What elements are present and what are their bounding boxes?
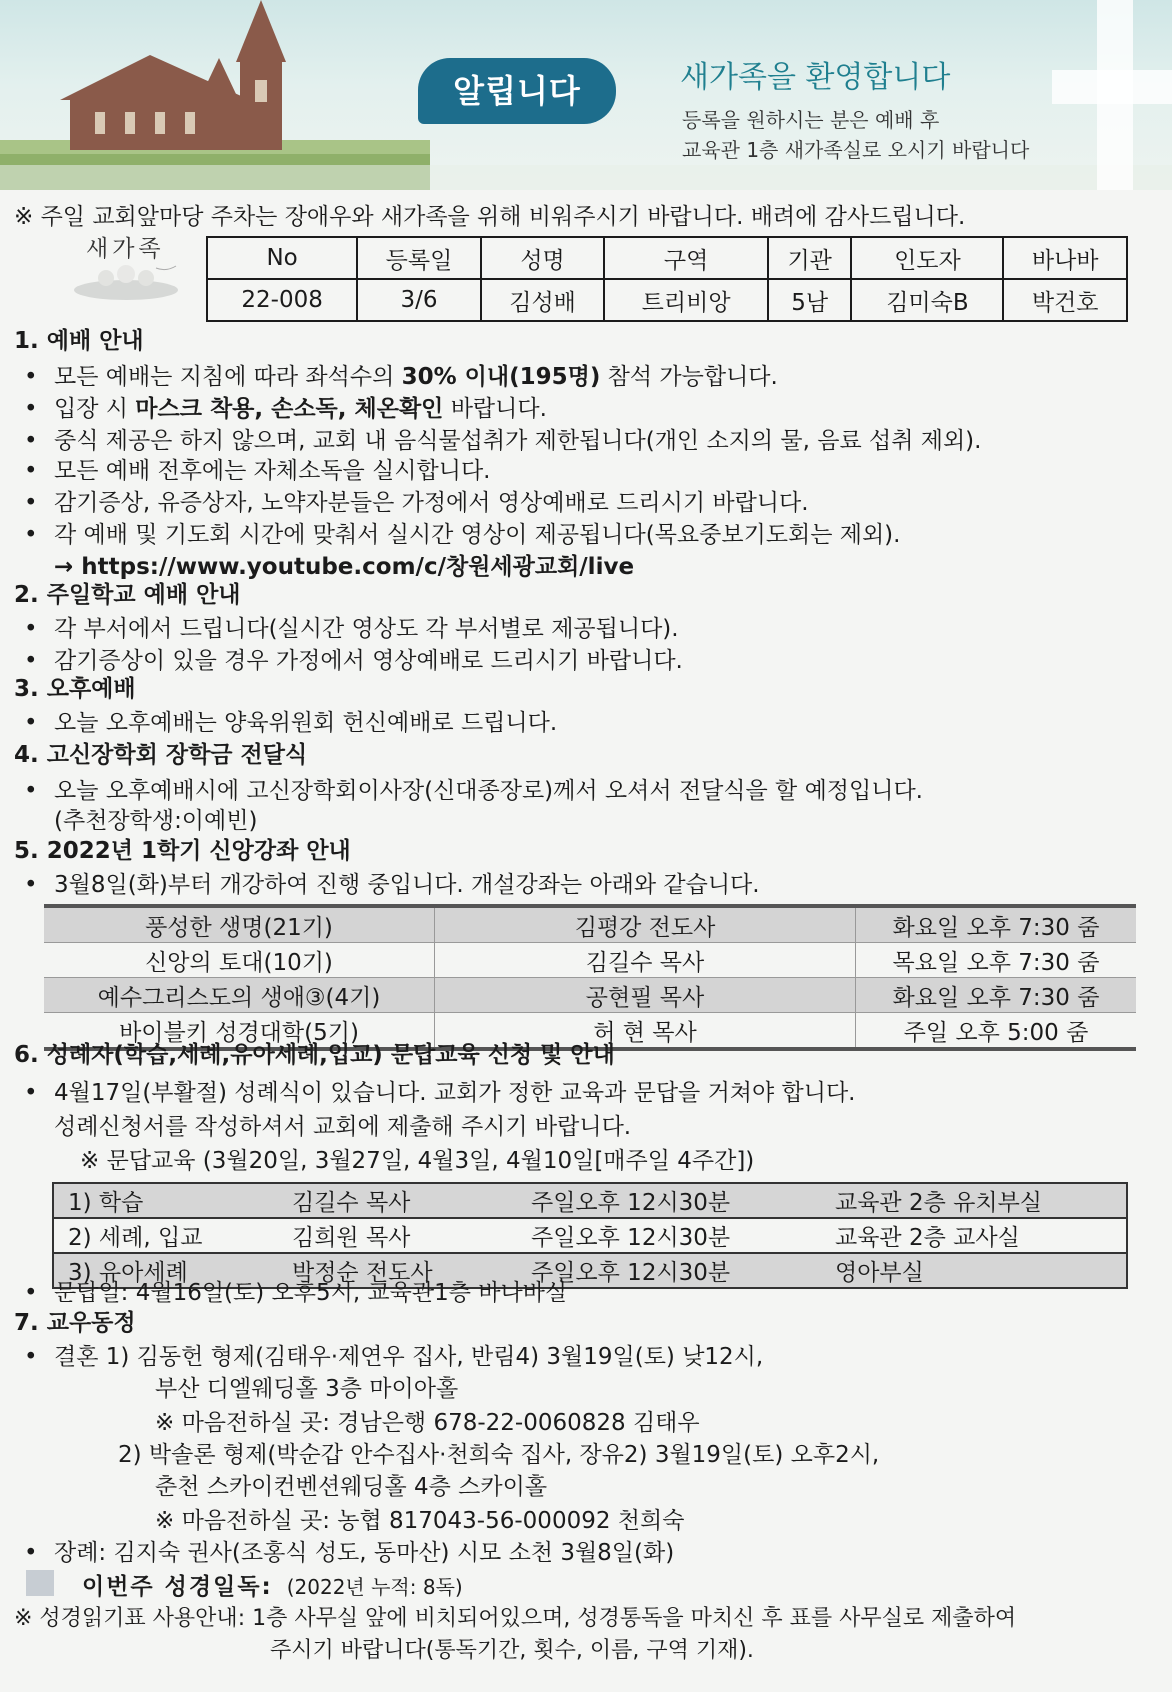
parking-notice: ※ 주일 교회앞마당 주차는 장애우와 새가족을 위해 비워주시기 바랍니다. 배려에 감사드립니다. (14, 204, 966, 230)
lecture-teacher: 김길수 목사 (435, 943, 856, 978)
table-row (44, 978, 1136, 1013)
welcome-title: 새가족을 환영합니다 (680, 60, 951, 95)
list-item: • 각 예배 및 기도회 시간에 맞춰서 실시간 영상이 제공됩니다(목요중보기도회는 제외). (24, 522, 901, 548)
list-item: • 입장 시 마스크 착용, 손소독, 체온확인 바랍니다. (24, 396, 547, 422)
sacrament-place: 영아부실 (821, 1253, 1127, 1288)
table-header: 성명 (481, 237, 605, 279)
section-heading: 7. 교우동정 (14, 1310, 136, 1336)
welcome-text: 교육관 1층 새가족실로 오시기 바랍니다 (682, 138, 1030, 162)
sacrament-time: 주일오후 12시30분 (517, 1253, 821, 1288)
section-heading: 4. 고신장학회 장학금 전달식 (14, 742, 308, 768)
list-item: • 감기증상이 있을 경우 가정에서 영상예배로 드리시기 바랍니다. (24, 648, 683, 674)
new-family-label: 새가족 (86, 236, 165, 262)
education-note: ※ 문답교육 (3월20일, 3월27일, 4월3일, 4월10일[매주일 4주간]) (80, 1148, 755, 1174)
wedding-place: 부산 디엘웨딩홀 3층 마이아홀 (155, 1376, 459, 1402)
list-item: • 모든 예배는 지침에 따라 좌석수의 30% 이내(195명) 참석 가능합니다. (24, 364, 778, 390)
table-row (53, 1218, 1127, 1253)
section-heading: 2. 주일학교 예배 안내 (14, 582, 241, 608)
table-header: 인도자 (851, 237, 1003, 279)
lecture-title: 바이블키 성경대학(5기) (44, 1013, 435, 1050)
table-header: 기관 (768, 237, 852, 279)
table-cell: 박건호 (1003, 279, 1127, 321)
sacrament-teacher: 김길수 목사 (278, 1183, 517, 1218)
flower-basket-icon (66, 262, 186, 302)
welcome-text: 등록을 원하시는 분은 예배 후 (682, 108, 940, 132)
section-heading: 6. 성례자(학습,세례,유아세례,입교) 문답교육 신청 및 안내 (14, 1042, 615, 1068)
sacrament-time: 주일오후 12시30분 (517, 1218, 821, 1253)
list-item: • 4월17일(부활절) 성례식이 있습니다. 교회가 정한 교육과 문답을 거쳐야 합니다. (24, 1080, 856, 1106)
sacrament-place: 교육관 2층 유치부실 (821, 1183, 1127, 1218)
header-banner (0, 0, 1172, 190)
list-item-continuation: (추천장학생:이예빈) (54, 808, 258, 834)
lecture-title: 예수그리스도의 생애③(4기) (44, 978, 435, 1013)
table-header: 구역 (604, 237, 768, 279)
youtube-link[interactable]: → https://www.youtube.com/c/창원세광교회/live (54, 554, 635, 580)
list-item-continuation: 2) 박솔론 형제(박순갑 안수집사·천희숙 집사, 장유2) 3월19일(토) 오후2시, (118, 1442, 880, 1468)
bible-reading-guide: ※ 성경읽기표 사용안내: 1층 사무실 앞에 비치되어있으며, 성경통독을 마치신 후 표를 사무실로 제출하여 (14, 1606, 1017, 1631)
table-header: 등록일 (357, 237, 481, 279)
wedding-account: ※ 마음전하실 곳: 농협 817043-56-000092 천희숙 (155, 1508, 685, 1534)
list-item: • 결혼 1) 김동헌 형제(김태우·제연우 집사, 반림4) 3월19일(토) 낮12시, (24, 1344, 764, 1370)
lecture-time: 화요일 오후 7:30 줌 (856, 906, 1137, 943)
sacrament-teacher: 박정순 전도사 (278, 1253, 517, 1288)
table-header: No (207, 237, 357, 279)
list-item: • 오늘 오후예배는 양육위원회 헌신예배로 드립니다. (24, 710, 558, 736)
bible-icon (26, 1570, 54, 1596)
wedding-account: ※ 마음전하실 곳: 경남은행 678-22-0060828 김태우 (155, 1410, 700, 1436)
lecture-time: 주일 오후 5:00 줌 (856, 1013, 1137, 1050)
list-item: • 각 부서에서 드립니다(실시간 영상도 각 부서별로 제공됩니다). (24, 616, 679, 642)
sacrament-type: 1) 학습 (53, 1183, 278, 1218)
table-row (44, 943, 1136, 978)
bible-reading-line: 이번주 성경일독: (2022년 누적: 8독) (82, 1574, 463, 1600)
list-item-continuation: 성례신청서를 작성하셔서 교회에 제출해 주시기 바랍니다. (54, 1114, 632, 1140)
lecture-teacher: 허 현 목사 (435, 1013, 856, 1050)
bible-reading-guide-cont: 주시기 바랍니다(통독기간, 횟수, 이름, 구역 기재). (270, 1638, 754, 1663)
table-cell: 김성배 (481, 279, 605, 321)
list-item: • 감기증상, 유증상자, 노약자분들은 가정에서 영상예배로 드리시기 바랍니다. (24, 490, 809, 516)
list-item: • 문답일: 4월16일(토) 오후5시, 교육관1층 바나바실 (24, 1280, 568, 1306)
announcement-badge: 알립니다 (418, 58, 616, 124)
lecture-time: 화요일 오후 7:30 줌 (856, 978, 1137, 1013)
cross-icon (1042, 0, 1172, 190)
sacrament-time: 주일오후 12시30분 (517, 1183, 821, 1218)
table-cell: 5남 (768, 279, 852, 321)
list-item: • 3월8일(화)부터 개강하여 진행 중입니다. 개설강좌는 아래와 같습니다. (24, 872, 760, 898)
list-item: • 장례: 김지숙 권사(조홍식 성도, 동마산) 시모 소천 3월8일(화) (24, 1540, 675, 1566)
lecture-title: 풍성한 생명(21기) (44, 906, 435, 943)
table-cell: 트리비앙 (604, 279, 768, 321)
table-header-row (207, 237, 1127, 279)
sacrament-place: 교육관 2층 교사실 (821, 1218, 1127, 1253)
section-heading: 5. 2022년 1학기 신앙강좌 안내 (14, 838, 351, 864)
sacrament-teacher: 김희원 목사 (278, 1218, 517, 1253)
wedding-place: 춘천 스카이컨벤션웨딩홀 4층 스카이홀 (155, 1474, 548, 1500)
section-heading: 3. 오후예배 (14, 676, 136, 702)
list-item: • 모든 예배 전후에는 자체소독을 실시합니다. (24, 458, 491, 484)
lecture-teacher: 김평강 전도사 (435, 906, 856, 943)
sacrament-table (52, 1182, 1128, 1289)
list-item: • 오늘 오후예배시에 고신장학회이사장(신대종장로)께서 오셔서 전달식을 할 예정입니다. (24, 778, 923, 804)
lecture-table (44, 904, 1136, 1051)
table-header: 바나바 (1003, 237, 1127, 279)
list-item: • 중식 제공은 하지 않으며, 교회 내 음식물섭취가 제한됩니다(개인 소지의 물, 음료 섭취 제외). (24, 428, 982, 454)
table-cell: 3/6 (357, 279, 481, 321)
sacrament-type: 3) 유아세례 (53, 1253, 278, 1288)
lecture-teacher: 공현필 목사 (435, 978, 856, 1013)
section-heading: 1. 예배 안내 (14, 328, 144, 354)
table-row (207, 279, 1127, 321)
lecture-time: 목요일 오후 7:30 줌 (856, 943, 1137, 978)
lecture-title: 신앙의 토대(10기) (44, 943, 435, 978)
table-row (53, 1183, 1127, 1218)
table-cell: 22-008 (207, 279, 357, 321)
table-row (44, 906, 1136, 943)
sacrament-type: 2) 세례, 입교 (53, 1218, 278, 1253)
table-cell: 김미숙B (851, 279, 1003, 321)
new-family-table (206, 236, 1128, 322)
